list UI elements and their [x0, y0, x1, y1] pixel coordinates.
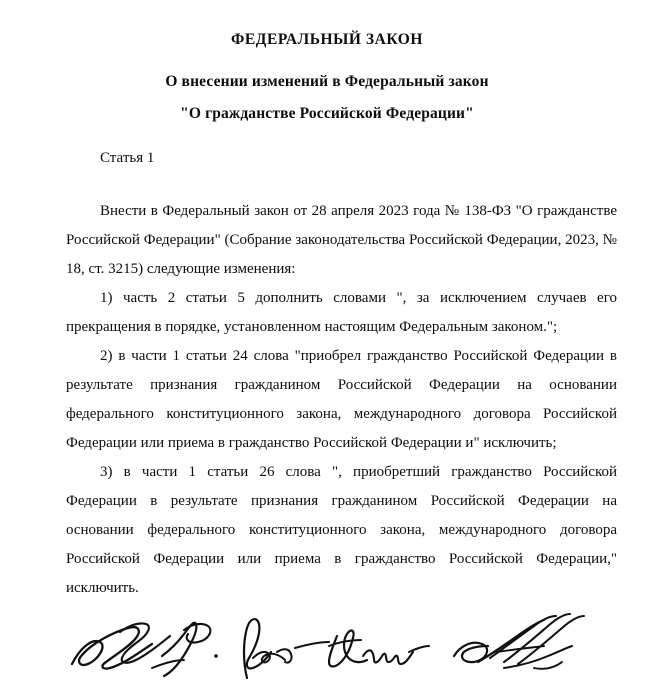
document-subtitle-line-2: "О гражданстве Российской Федерации"	[180, 105, 474, 122]
amendment-item-2: 2) в части 1 статьи 24 слова "приобрел гражданство Российской Федерации в результате признания гражданином Российской Федерации на основании федерального конституционного закона, международного договора Российской Федерации или приема в гражданство Российской Федерации и" исключить;	[66, 348, 617, 451]
article-heading: Статья 1	[100, 150, 155, 166]
intro-paragraph: Внести в Федеральный закон от 28 апреля 2023 года № 138-ФЗ "О гражданстве Российской Федерации" (Собрание законодательства Российской Федерации, 2023, № 18, ст. 3215) следующие изменения:	[66, 203, 617, 277]
signature-center	[233, 612, 433, 682]
amendment-item-3: 3) в части 1 статьи 26 слова ", приобретший гражданство Российской Федерации в результате признания гражданином Российской Федерации на основании федерального конституционного закона, международного договора Российской Федерации или приема в гражданство Российской Федерации," исключить.	[66, 464, 617, 596]
signature-right	[448, 612, 613, 682]
document-subtitle-line-1: О внесении изменений в Федеральный закон	[165, 73, 489, 90]
amendment-item-1: 1) часть 2 статьи 5 дополнить словами ", за исключением случаев его прекращения в порядке, установленном настоящим Федеральным законом.";	[66, 290, 617, 335]
signature-block	[0, 612, 654, 687]
document-body	[66, 144, 617, 603]
title-block	[0, 30, 654, 124]
page-title: ФЕДЕРАЛЬНЫЙ ЗАКОН	[230, 31, 424, 48]
signature-left	[66, 612, 231, 682]
